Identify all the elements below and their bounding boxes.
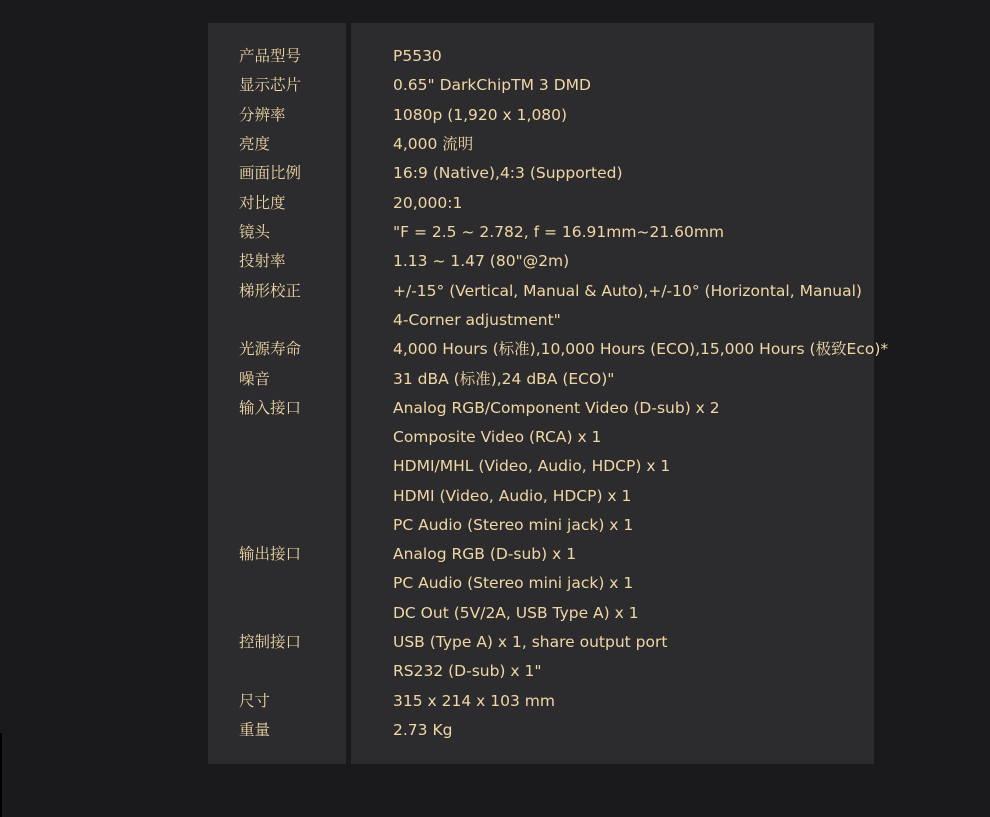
value-lamp-life: 4,000 Hours (标准),10,000 Hours (ECO),15,000 Hours (极致Eco)* bbox=[393, 340, 889, 358]
value-keystone: +/-15° (Vertical, Manual & Auto),+/-10° (Horizontal, Manual) bbox=[393, 282, 862, 300]
value-input-hdmi-mhl: HDMI/MHL (Video, Audio, HDCP) x 1 bbox=[393, 457, 671, 475]
spec-table bbox=[208, 23, 889, 764]
value-input-vga: Analog RGB/Component Video (D-sub) x 2 bbox=[393, 399, 720, 417]
label-weight: 重量 bbox=[239, 721, 271, 739]
label-model: 产品型号 bbox=[239, 47, 302, 65]
label-display-chip: 显示芯片 bbox=[239, 76, 302, 94]
label-keystone: 梯形校正 bbox=[239, 282, 302, 300]
label-lens: 镜头 bbox=[239, 223, 271, 241]
spec-label-column bbox=[208, 23, 346, 764]
value-model: P5530 bbox=[393, 47, 442, 65]
label-lamp-life: 光源寿命 bbox=[239, 340, 302, 358]
label-input-ports: 输入接口 bbox=[239, 399, 302, 417]
value-output-dc: DC Out (5V/2A, USB Type A) x 1 bbox=[393, 604, 639, 622]
value-output-vga: Analog RGB (D-sub) x 1 bbox=[393, 545, 577, 563]
value-control-usb: USB (Type A) x 1, share output port bbox=[393, 633, 668, 651]
value-throw-ratio: 1.13 ~ 1.47 (80"@2m) bbox=[393, 252, 570, 270]
label-noise: 噪音 bbox=[239, 370, 271, 388]
value-control-rs232: RS232 (D-sub) x 1" bbox=[393, 662, 542, 680]
label-dimensions: 尺寸 bbox=[239, 692, 271, 710]
value-input-audio: PC Audio (Stereo mini jack) x 1 bbox=[393, 516, 634, 534]
spec-value-column bbox=[351, 23, 889, 764]
value-input-composite: Composite Video (RCA) x 1 bbox=[393, 428, 602, 446]
value-dimensions: 315 x 214 x 103 mm bbox=[393, 692, 555, 710]
left-edge-bar bbox=[0, 733, 2, 817]
value-output-audio: PC Audio (Stereo mini jack) x 1 bbox=[393, 574, 634, 592]
label-aspect-ratio: 画面比例 bbox=[239, 164, 302, 182]
label-resolution: 分辨率 bbox=[239, 106, 286, 124]
value-brightness: 4,000 流明 bbox=[393, 135, 474, 153]
value-input-hdmi: HDMI (Video, Audio, HDCP) x 1 bbox=[393, 487, 632, 505]
value-resolution: 1080p (1,920 x 1,080) bbox=[393, 106, 568, 124]
value-display-chip: 0.65" DarkChipTM 3 DMD bbox=[393, 76, 591, 94]
value-lens: "F = 2.5 ~ 2.782, f = 16.91mm~21.60mm bbox=[393, 223, 725, 241]
value-keystone-corner: 4-Corner adjustment" bbox=[393, 311, 561, 329]
value-noise: 31 dBA (标准),24 dBA (ECO)" bbox=[393, 370, 615, 388]
label-control-ports: 控制接口 bbox=[239, 633, 302, 651]
label-output-ports: 输出接口 bbox=[239, 545, 302, 563]
value-contrast: 20,000:1 bbox=[393, 194, 463, 212]
label-contrast: 对比度 bbox=[239, 194, 286, 212]
label-throw-ratio: 投射率 bbox=[239, 252, 286, 270]
label-brightness: 亮度 bbox=[239, 135, 271, 153]
value-weight: 2.73 Kg bbox=[393, 721, 453, 739]
value-aspect-ratio: 16:9 (Native),4:3 (Supported) bbox=[393, 164, 623, 182]
